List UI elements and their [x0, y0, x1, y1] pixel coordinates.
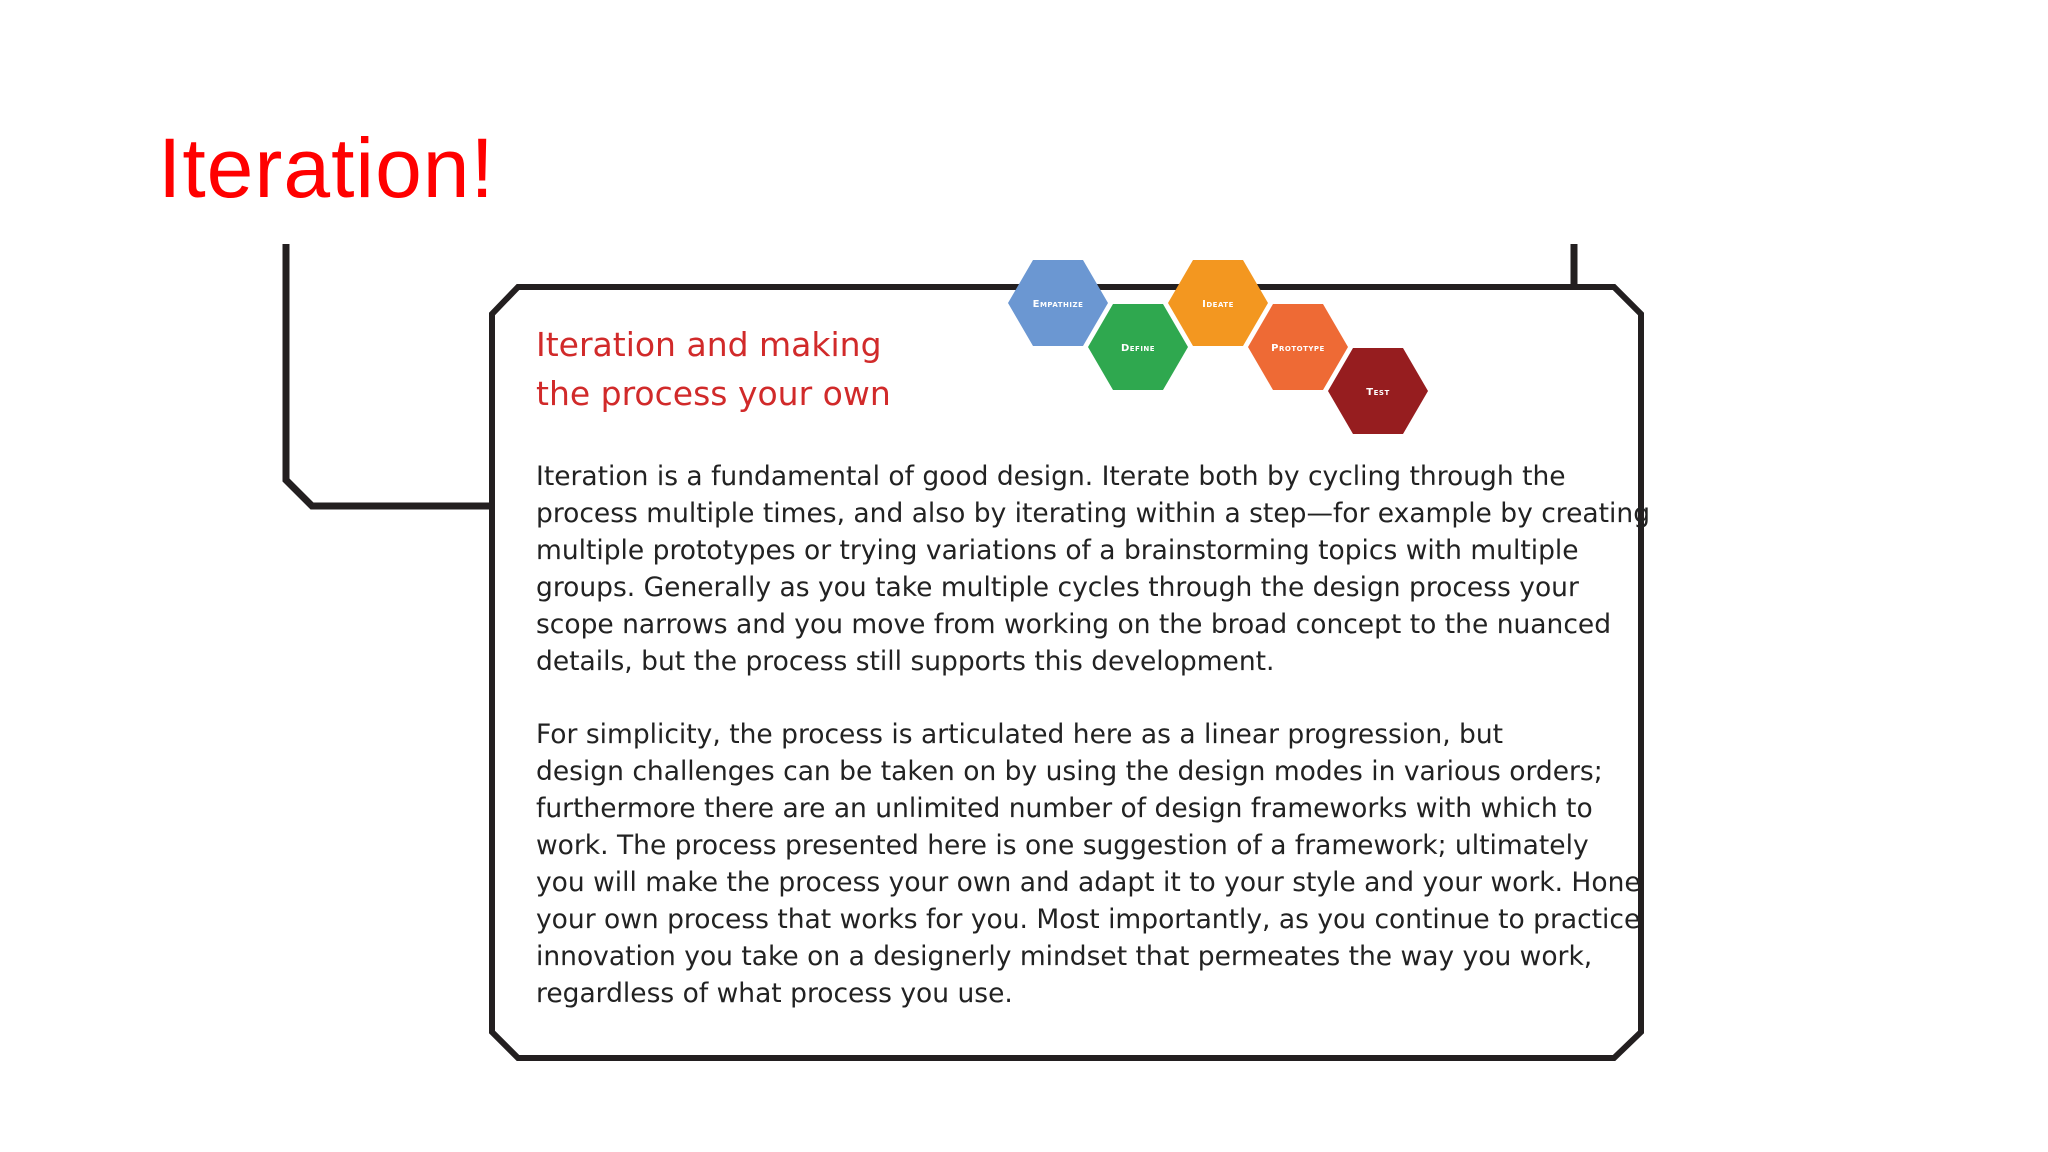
- paragraph-iteration: [536, 458, 1651, 680]
- mode-ideate-label: Ideate: [1202, 299, 1234, 310]
- mode-prototype-hex: [1248, 304, 1348, 390]
- panel-heading-line-2: the process your own: [536, 374, 891, 413]
- slide-title: Iteration!: [158, 121, 495, 215]
- paragraph-2-line: your own process that works for you. Most importantly, as you continue to practice: [536, 904, 1641, 935]
- paragraph-2-line: innovation you take on a designerly mindset that permeates the way you work,: [536, 941, 1593, 972]
- connector-line-left: [286, 244, 496, 506]
- mode-define-hex: [1088, 304, 1188, 390]
- mode-define-label: Define: [1120, 343, 1156, 354]
- paragraph-2-line: furthermore there are an unlimited number of design frameworks with which to: [536, 793, 1593, 824]
- panel-heading-line-1: Iteration and making: [536, 325, 882, 364]
- design-modes-diagram: [1000, 255, 1440, 445]
- paragraph-2-line: you will make the process your own and adapt it to your style and your work. Hone: [536, 867, 1641, 898]
- mode-test-label: Test: [1366, 387, 1390, 398]
- paragraph-2-line: design challenges can be taken on by using the design modes in various orders;: [536, 756, 1603, 787]
- paragraph-1-line: multiple prototypes or trying variations of a brainstorming topics with multiple: [536, 535, 1579, 566]
- paragraph-1-line: scope narrows and you move from working on the broad concept to the nuanced: [536, 609, 1612, 640]
- paragraph-2-line: For simplicity, the process is articulated here as a linear progression, but: [536, 719, 1504, 750]
- mode-empathize-hex: [1008, 260, 1108, 346]
- paragraph-1-line: Iteration is a fundamental of good design. Iterate both by cycling through the: [536, 461, 1566, 492]
- paragraph-1-line: details, but the process still supports this development.: [536, 646, 1275, 677]
- panel-heading: [536, 320, 891, 418]
- paragraph-1-line: groups. Generally as you take multiple cycles through the design process your: [536, 572, 1579, 603]
- mode-test-hex: [1328, 348, 1428, 434]
- mode-ideate-hex: [1168, 260, 1268, 346]
- paragraph-process: [536, 716, 1641, 1012]
- mode-empathize-label: Empathize: [1032, 299, 1084, 310]
- paragraph-2-line: work. The process presented here is one suggestion of a framework; ultimately: [536, 830, 1589, 861]
- paragraph-1-line: process multiple times, and also by iterating within a step—for example by creating: [536, 498, 1651, 529]
- mode-prototype-label: Prototype: [1271, 343, 1325, 354]
- paragraph-2-line: regardless of what process you use.: [536, 978, 1013, 1009]
